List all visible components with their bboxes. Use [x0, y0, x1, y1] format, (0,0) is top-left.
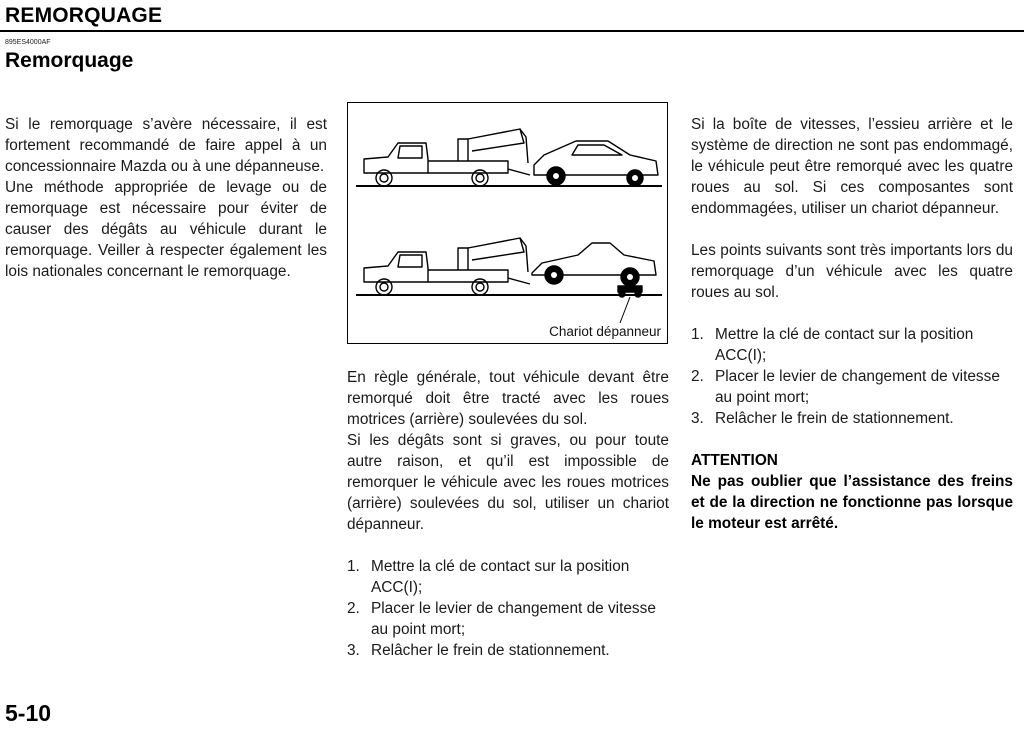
- step-number: 2.: [347, 600, 360, 617]
- dolly-paragraph: Si les dégâts sont si graves, ou pour toute autre raison, et qu’il est impossible de remorquer le véhicule avec les roues motrices (arrière) soulevées du sol, utiliser un chariot dépanneur.: [347, 432, 669, 533]
- list-item: [347, 598, 669, 640]
- attention-heading: ATTENTION: [691, 452, 778, 469]
- list-item: [691, 408, 1013, 429]
- step-text: Mettre la clé de contact sur la position ACC(I);: [371, 558, 630, 596]
- list-item: [691, 324, 1013, 366]
- list-item: [347, 640, 669, 661]
- list-item: [347, 556, 669, 598]
- step-text: Placer le levier de changement de vitesse au point mort;: [371, 600, 656, 638]
- step-number: 2.: [691, 368, 704, 385]
- step-number: 1.: [691, 326, 704, 343]
- step-text: Relâcher le frein de stationnement.: [715, 410, 954, 427]
- step-number: 1.: [347, 558, 360, 575]
- page-subtitle: Remorquage: [5, 49, 134, 72]
- towing-illustration: [347, 102, 668, 344]
- column-3: [691, 114, 1013, 534]
- step-number: 3.: [347, 642, 360, 659]
- page-number: 5-10: [5, 700, 52, 726]
- step-text: Relâcher le frein de stationnement.: [371, 642, 610, 659]
- step-text: Placer le levier de changement de vitesse au point mort;: [715, 368, 1000, 406]
- section-title: REMORQUAGE: [5, 4, 163, 27]
- four-wheels-paragraph: Si la boîte de vitesses, l’essieu arrière et le système de direction ne sont pas endommagé, le véhicule peut être remorqué avec les quatre roues au sol. Si ces composantes sont endommagées, utiliser un chariot dépanneur.: [691, 116, 1013, 217]
- document-code: 895ES4000AF: [5, 39, 51, 46]
- important-points-paragraph: Les points suivants sont très importants lors du remorquage d’un véhicule avec les quatre roues au sol.: [691, 242, 1013, 301]
- general-rule-paragraph: En règle générale, tout véhicule devant être remorqué doit être tracté avec les roues motrices (arrière) soulevées du sol.: [347, 369, 669, 428]
- header-rule: [0, 30, 1024, 32]
- list-item: [691, 366, 1013, 408]
- column-2: [347, 367, 669, 661]
- attention-text: Ne pas oublier que l’assistance des freins et de la direction ne fonctionne pas lorsque le moteur est arrêté.: [691, 473, 1013, 532]
- tow-trucks-drawing: [348, 103, 669, 345]
- intro-paragraph: Si le remorquage s’avère nécessaire, il est fortement recommandé de faire appel à un concessionnaire Mazda ou à une dépanneuse.: [5, 116, 327, 175]
- steps-list-1: [347, 556, 669, 661]
- figure-caption: Chariot dépanneur: [549, 324, 661, 339]
- method-paragraph: Une méthode appropriée de levage ou de remorquage est nécessaire pour éviter de causer des dégâts au véhicule durant le remorquage. Veiller à respecter également les lois nationales concernant le remorquage.: [5, 179, 327, 280]
- step-number: 3.: [691, 410, 704, 427]
- steps-list-2: [691, 324, 1013, 429]
- step-text: Mettre la clé de contact sur la position ACC(I);: [715, 326, 974, 364]
- column-1: [5, 114, 327, 282]
